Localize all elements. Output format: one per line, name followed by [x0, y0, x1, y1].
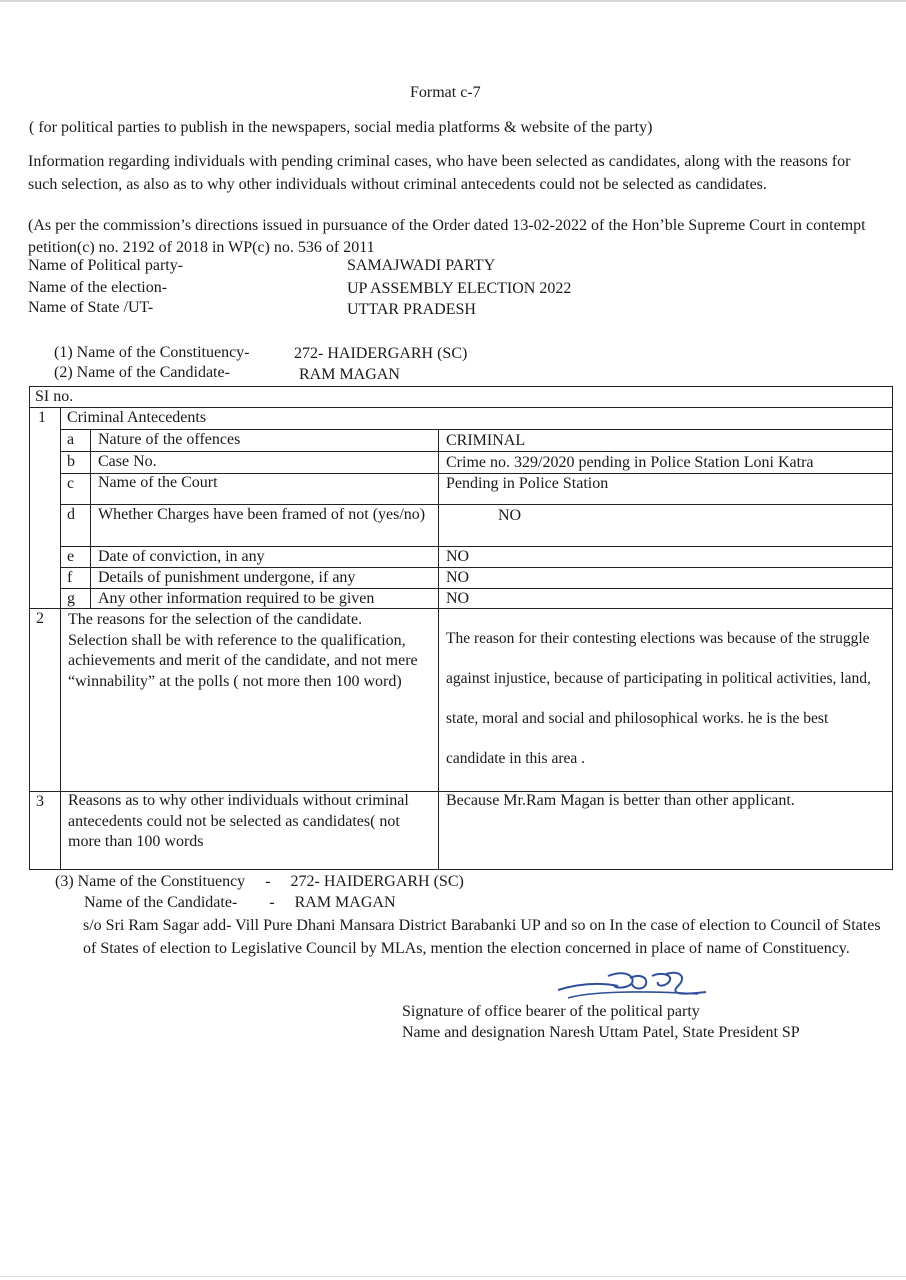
- signature-line: Signature of office bearer of the political party: [402, 1003, 700, 1020]
- row-g-value: NO: [446, 590, 470, 607]
- constituency-label: (1) Name of the Constituency-: [54, 344, 250, 361]
- page-bottom-edge: [0, 1276, 906, 1277]
- row-c-label: Name of the Court: [98, 474, 218, 491]
- section-1-title: Criminal Antecedents: [67, 409, 207, 426]
- candidate-value: RAM MAGAN: [299, 366, 400, 383]
- col-divider: [60, 407, 61, 869]
- handwritten-signature: [548, 968, 708, 1008]
- section-2-number: 2: [36, 610, 44, 627]
- row-f-letter: f: [67, 569, 73, 586]
- row-d-label: Whether Charges have been framed of not (yes/no): [98, 506, 426, 523]
- row-f-value: NO: [446, 569, 470, 586]
- page-top-edge: [0, 0, 906, 2]
- state-value: UTTAR PRADESH: [347, 301, 476, 318]
- other-individuals-label: Reasons as to why other individuals without criminal antecedents could not be selected as candidates( not more than 100 words: [68, 792, 409, 850]
- election-value: UP ASSEMBLY ELECTION 2022: [347, 280, 572, 297]
- party-label: Name of Political party-: [28, 257, 184, 274]
- row-e-letter: e: [67, 548, 75, 565]
- row-c-letter: c: [67, 475, 75, 492]
- designation-line: Name and designation Naresh Uttam Patel, State President SP: [402, 1024, 800, 1041]
- info-paragraph: Information regarding individuals with pending criminal cases, who have been selected as candidates, along with the reasons for such selection, as also as to why other individuals without criminal antecedents could not be selected as candidates.: [28, 153, 851, 193]
- footer-constituency-line: (3) Name of the Constituency - 272- HAIDERGARH (SC): [55, 873, 464, 890]
- antecedents-table: [29, 386, 893, 870]
- selection-reason-label: The reasons for the selection of the candidate. Selection shall be with reference to the qualification, achievements and merit of the candidate, and not mere “winnability” at the polls ( not more then 100 word): [68, 611, 418, 690]
- row-divider: [60, 451, 892, 452]
- row-c-value: Pending in Police Station: [446, 475, 609, 492]
- col-divider: [438, 429, 439, 869]
- subtitle: ( for political parties to publish in the newspapers, social media platforms & website of the party): [29, 119, 653, 136]
- row-e-label: Date of conviction, in any: [98, 548, 265, 565]
- footer-address: s/o Sri Ram Sagar add- Vill Pure Dhani Mansara District Barabanki UP and so on In the case of election to Council of States of States of election to Legislative Council by MLAs, mention the election concerned in place of name of Constituency.: [83, 917, 881, 957]
- row-g-letter: g: [67, 590, 75, 607]
- row-a-label: Nature of the offences: [98, 431, 241, 448]
- sl-no-header: SI no.: [35, 388, 74, 405]
- row-g-label: Any other information required to be given: [98, 590, 375, 607]
- candidate-label: (2) Name of the Candidate-: [54, 364, 230, 381]
- row-a-value: CRIMINAL: [446, 432, 526, 449]
- section-3-number: 3: [36, 793, 44, 810]
- row-d-letter: d: [67, 506, 75, 523]
- state-label: Name of State /UT-: [28, 299, 154, 316]
- row-f-label: Details of punishment undergone, if any: [98, 569, 356, 586]
- section-1-number: 1: [38, 409, 46, 426]
- directions-paragraph: (As per the commission’s directions issued in pursuance of the Order dated 13-02-2022 of the Hon’ble Supreme Court in contempt petition(c) no. 2192 of 2018 in WP(c) no. 536 of 2011: [28, 217, 866, 256]
- row-e-value: NO: [446, 548, 470, 565]
- election-label: Name of the election-: [28, 279, 168, 296]
- row-b-letter: b: [67, 453, 75, 470]
- row-b-value: Crime no. 329/2020 pending in Police Station Loni Katra: [446, 454, 814, 471]
- format-title: Format c-7: [410, 84, 481, 101]
- selection-reason-value: The reason for their contesting elections was because of the struggle against injustice, because of participating in political activities, land, state, moral and social and philosophical works. he is the best candidate in this area .: [446, 630, 871, 767]
- party-value: SAMAJWADI PARTY: [347, 257, 496, 274]
- row-b-label: Case No.: [98, 453, 157, 470]
- row-a-letter: a: [67, 431, 75, 448]
- other-individuals-value: Because Mr.Ram Magan is better than other applicant.: [446, 792, 795, 809]
- col-divider: [90, 429, 91, 608]
- constituency-value: 272- HAIDERGARH (SC): [294, 345, 468, 362]
- row-d-value: NO: [498, 507, 522, 524]
- footer-candidate-line: Name of the Candidate- - RAM MAGAN: [84, 894, 396, 911]
